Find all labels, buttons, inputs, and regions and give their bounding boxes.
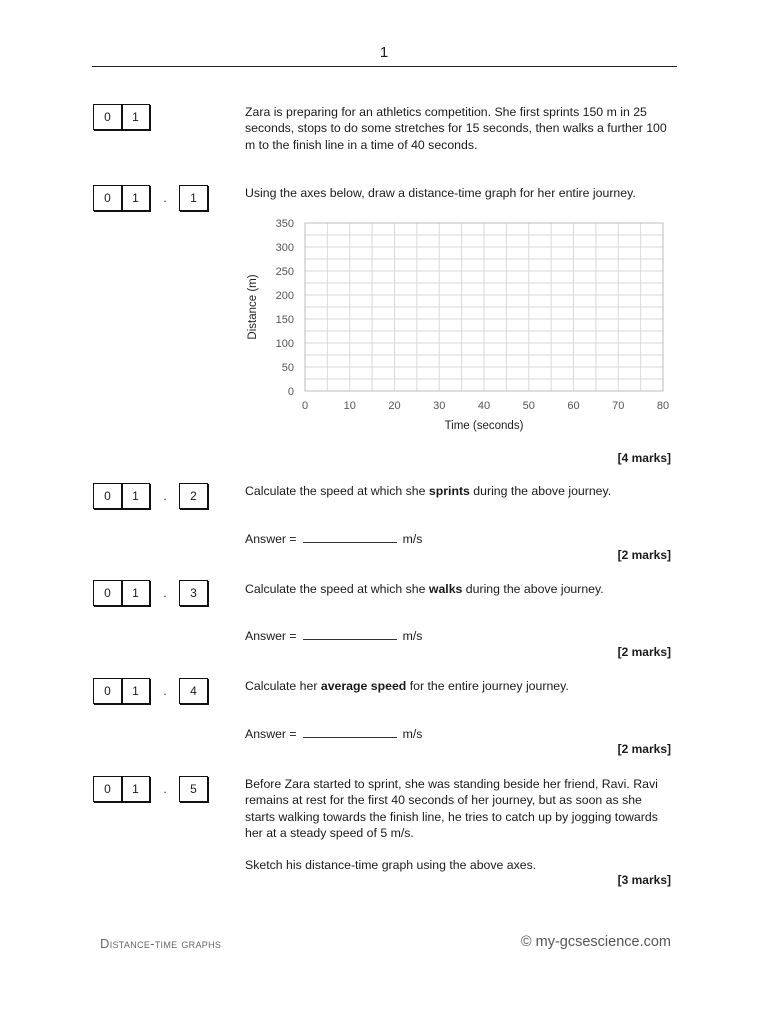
marks-label: [2 marks] xyxy=(617,742,671,756)
distance-time-graph-axes[interactable] xyxy=(236,210,676,440)
question-digit: 1 xyxy=(121,580,150,606)
question-text-part: during the above journey. xyxy=(469,484,612,498)
y-tick-label: 250 xyxy=(275,266,294,278)
answer-label: Answer = xyxy=(245,629,297,643)
question-digit: 0 xyxy=(93,483,122,509)
y-tick-label: 150 xyxy=(275,314,294,326)
answer-line xyxy=(245,532,422,546)
question-text-part: Calculate the speed at which she xyxy=(245,484,429,498)
question-digit: 1 xyxy=(121,776,150,802)
question-separator-dot: . xyxy=(163,489,167,503)
question-text-emphasis: average speed xyxy=(320,679,407,693)
question-text: Using the axes below, draw a distance-time graph for her entire journey. xyxy=(245,186,636,200)
question-text-part: for the entire journey journey. xyxy=(406,679,569,693)
x-tick-label: 10 xyxy=(343,400,356,412)
question-separator-dot: . xyxy=(163,191,167,205)
question-digit: 1 xyxy=(121,104,150,130)
x-axis-label: Time (seconds) xyxy=(444,420,524,432)
footer-copyright: © my-gcsescience.com xyxy=(520,934,671,950)
question-digit: 0 xyxy=(93,104,122,130)
subquestion-digit: 1 xyxy=(179,185,208,211)
question-text-part: Calculate the speed at which she xyxy=(245,582,429,596)
answer-blank[interactable] xyxy=(303,533,397,543)
answer-line xyxy=(245,727,422,741)
question-text-emphasis: sprints xyxy=(428,484,470,498)
y-tick-label: 50 xyxy=(281,362,294,374)
x-tick-label: 30 xyxy=(433,400,446,412)
question-text-emphasis: walks xyxy=(428,582,463,596)
answer-unit: m/s xyxy=(402,727,423,741)
question-text xyxy=(245,483,675,499)
question-text-part: during the above journey. xyxy=(462,582,604,596)
answer-line xyxy=(245,629,422,643)
answer-unit: m/s xyxy=(402,532,423,546)
question-digit: 0 xyxy=(93,185,122,211)
question-intro-text: Zara is preparing for an athletics competition. She first sprints 150 m in 25 seconds, stops to do some stretches for 15 seconds, then walks a further 100 m to the finish line in a time of 40 seconds. xyxy=(245,105,667,152)
answer-blank[interactable] xyxy=(303,630,397,640)
question-text: Sketch his distance-time graph using the above axes. xyxy=(245,858,537,872)
x-tick-label: 40 xyxy=(477,400,491,412)
question-separator-dot: . xyxy=(163,782,167,796)
question-digit: 1 xyxy=(121,185,150,211)
question-digit: 0 xyxy=(93,678,122,704)
y-tick-label: 200 xyxy=(275,290,294,302)
answer-unit: m/s xyxy=(402,629,423,643)
question-digit: 1 xyxy=(121,483,150,509)
y-axis-label: Distance (m) xyxy=(247,274,259,340)
x-tick-label: 70 xyxy=(612,400,625,412)
question-number-box xyxy=(93,104,150,130)
question-digit: 0 xyxy=(93,776,122,802)
x-tick-label: 50 xyxy=(522,400,535,412)
question-text: Before Zara started to sprint, she was standing beside her friend, Ravi. Ravi remains at rest for the first 40 seconds of her journey, but as soon as she starts walking towards the finish line, he tries to catch up by jogging towards her at a steady speed of 5 m/s. xyxy=(245,777,658,841)
question-text xyxy=(245,581,675,597)
question-number-box xyxy=(93,678,208,704)
subquestion-digit: 2 xyxy=(179,483,208,509)
answer-label: Answer = xyxy=(245,532,297,546)
page-number: 1 xyxy=(379,44,389,61)
question-text xyxy=(245,678,675,694)
y-tick-label: 0 xyxy=(287,386,294,398)
question-separator-dot: . xyxy=(163,586,167,600)
marks-label: [2 marks] xyxy=(617,645,671,659)
answer-label: Answer = xyxy=(245,727,297,741)
marks-label: [3 marks] xyxy=(617,873,671,887)
subquestion-digit: 3 xyxy=(179,580,208,606)
question-number-box xyxy=(93,483,208,509)
question-number-box xyxy=(93,776,208,802)
question-number-box xyxy=(93,580,208,606)
y-tick-label: 300 xyxy=(275,242,294,254)
x-tick-label: 80 xyxy=(656,400,670,412)
subquestion-digit: 4 xyxy=(179,678,208,704)
marks-label: [4 marks] xyxy=(617,451,671,465)
question-separator-dot: . xyxy=(163,684,167,698)
subquestion-digit: 5 xyxy=(179,776,208,802)
question-digit: 1 xyxy=(121,678,150,704)
question-digit: 0 xyxy=(93,580,122,606)
footer-topic: Distance-time graphs xyxy=(100,936,222,951)
x-tick-label: 60 xyxy=(567,400,580,412)
marks-label: [2 marks] xyxy=(617,548,671,562)
question-number-box xyxy=(93,185,208,211)
answer-blank[interactable] xyxy=(303,728,397,738)
x-tick-label: 0 xyxy=(301,400,309,412)
x-tick-label: 20 xyxy=(388,400,401,412)
question-text-part: Calculate her xyxy=(245,679,321,693)
y-tick-label: 100 xyxy=(275,338,294,350)
header-divider xyxy=(92,66,677,67)
y-tick-label: 350 xyxy=(275,218,294,230)
